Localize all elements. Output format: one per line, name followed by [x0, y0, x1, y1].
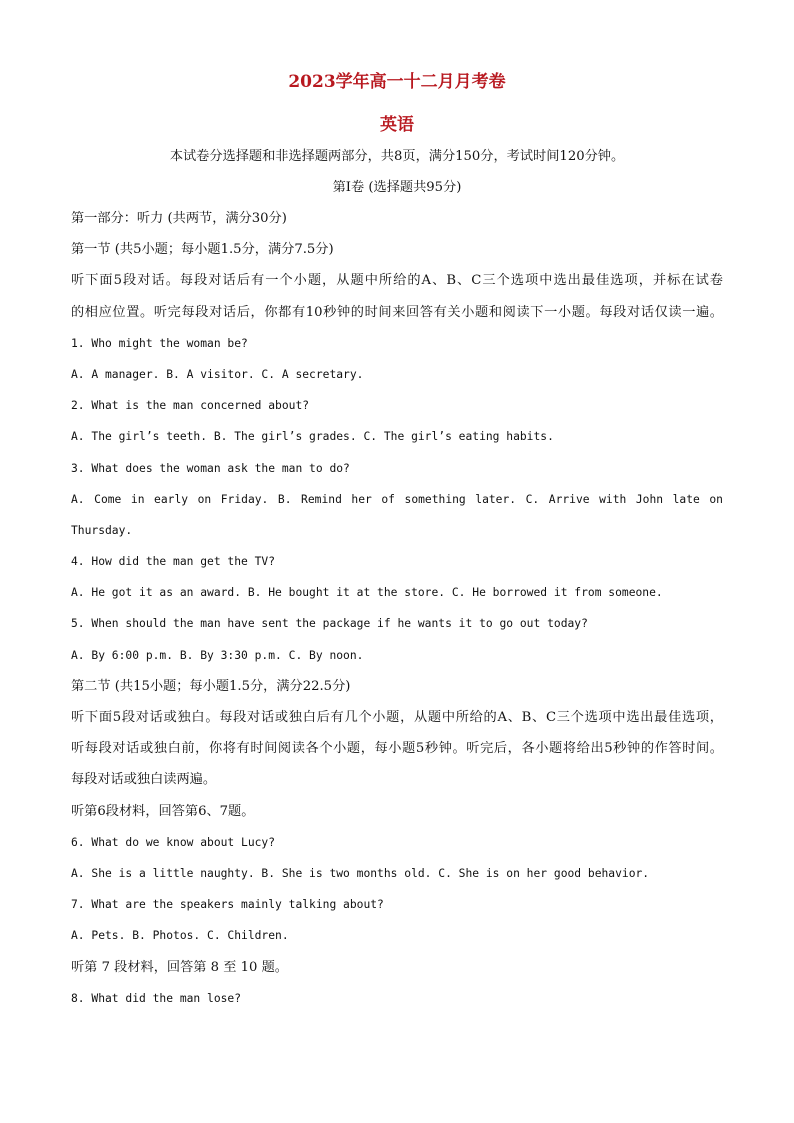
question-7-options: A. Pets. B. Photos. C. Children.: [71, 929, 289, 943]
section-one-instructions-line-2: 的相应位置。听完每段对话后，你都有10秒钟的时间来回答有关小题和阅读下一小题。每段对话仅读一遍。: [71, 304, 723, 320]
question-1-options: A. A manager. B. A visitor. C. A secretary.: [71, 367, 364, 381]
exam-title: 2023学年高一十二月月考卷: [288, 72, 506, 92]
question-7: 7. What are the speakers mainly talking about?: [71, 898, 384, 912]
volume-heading: 第I卷 (选择题共95分): [332, 180, 462, 195]
question-4: 4. How did the man get the TV?: [71, 555, 276, 569]
section-two-instructions-line-3: 每段对话或独白读两遍。: [71, 772, 217, 788]
question-5: 5. When should the man have sent the package if he wants it to go out today?: [71, 617, 588, 631]
part-one-heading: 第一部分：听力 (共两节，满分30分): [71, 211, 287, 226]
section-one-instructions-line-1: 听下面5段对话。每段对话后有一个小题，从题中所给的A、B、C三个选项中选出最佳选项，并标在试卷: [71, 273, 723, 289]
material-7-heading: 听第 7 段材料，回答第 8 至 10 题。: [71, 959, 288, 975]
section-two-instructions-line-2: 听每段对话或独白前，你将有时间阅读各个小题，每小题5秒钟。听完后，各小题将给出5秒钟的作答时间。: [71, 741, 723, 757]
section-two-heading: 第二节 (共15小题；每小题1.5分，满分22.5分): [71, 678, 351, 694]
question-3-options: A. Come in early on Friday. B. Remind her of something later. C. Arrive with John late on: [71, 492, 723, 506]
question-1: 1. Who might the woman be?: [71, 336, 248, 350]
section-one-heading: 第一节 (共5小题；每小题1.5分，满分7.5分): [71, 242, 334, 258]
question-8: 8. What did the man lose?: [71, 991, 242, 1005]
subject-title: 英语: [380, 115, 414, 135]
question-6-options: A. She is a little naughty. B. She is two months old. C. She is on her good behavior.: [71, 866, 650, 880]
question-4-options: A. He got it as an award. B. He bought it at the store. C. He borrowed it from someone.: [71, 586, 663, 600]
material-6-heading: 听第6段材料，回答第6、7题。: [71, 803, 255, 819]
question-5-options: A. By 6:00 p.m. B. By 3:30 p.m. C. By noon.: [71, 648, 364, 662]
question-6: 6. What do we know about Lucy?: [71, 835, 276, 849]
exam-intro: 本试卷分选择题和非选择题两部分，共8页，满分150分，考试时间120分钟。: [169, 149, 625, 164]
question-2-options: A. The girl’s teeth. B. The girl’s grades. C. The girl’s eating habits.: [71, 430, 554, 444]
question-2: 2. What is the man concerned about?: [71, 399, 310, 413]
question-3-options-continued: Thursday.: [71, 523, 133, 537]
section-two-instructions-line-1: 听下面5段对话或独白。每段对话或独白后有几个小题，从题中所给的A、B、C三个选项中选出最佳选项，: [71, 710, 723, 725]
question-3: 3. What does the woman ask the man to do?: [71, 461, 350, 475]
